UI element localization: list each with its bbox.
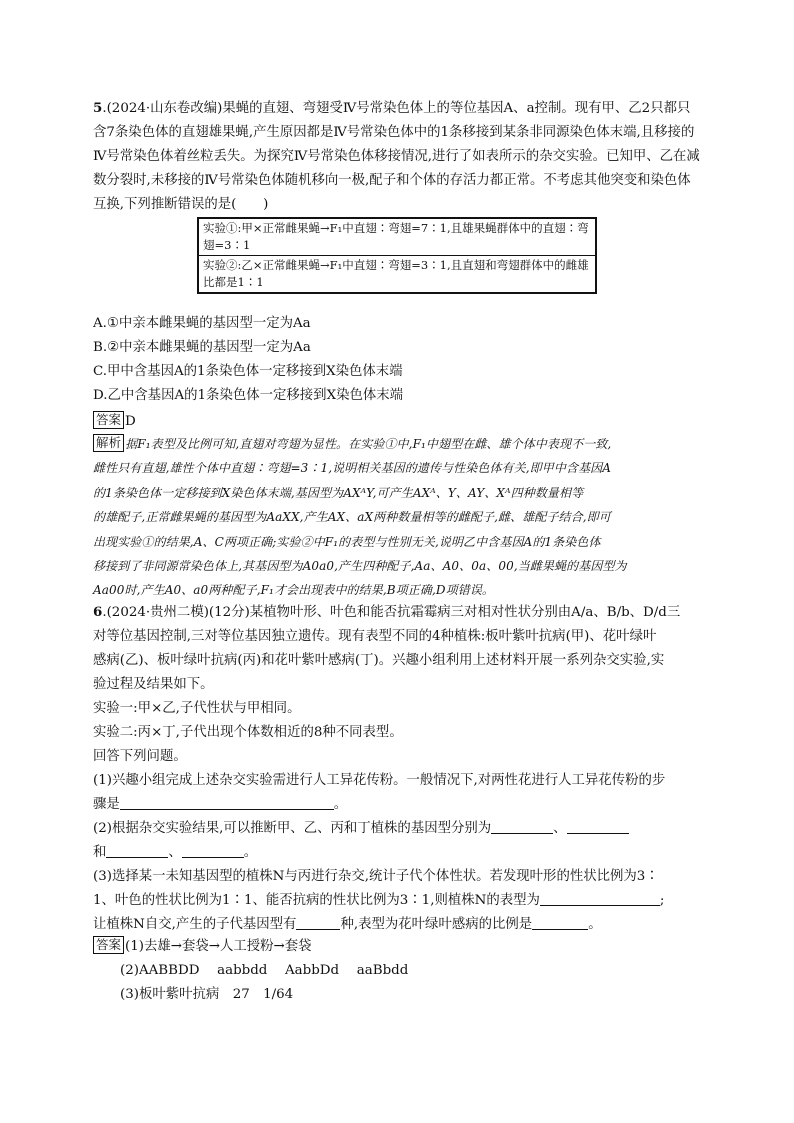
question-number: 6 [93, 604, 103, 620]
subquestion-1-cont: 骤是 [93, 797, 120, 812]
question-6-answer [93, 935, 703, 1007]
option-b: B.②中亲本雌果蝇的基因型一定为Aa [93, 340, 311, 355]
subquestion-1: (1)兴趣小组完成上述杂交实验需进行人工异花传粉。一般情况下,对两性花进行人工异花传粉的步 [93, 773, 666, 788]
question-5-analysis [93, 432, 703, 603]
question-5-options [93, 312, 703, 408]
answer-blank[interactable] [120, 795, 334, 810]
question-5 [93, 96, 703, 217]
analysis-line: 的1条染色体一定移接到X染色体末端,基因型为AXᴬY,可产生AXᴬ、Y、AY、Xᴬ四种数量相等 [93, 485, 584, 500]
answer-text: (3)板叶紫叶抗病 27 1/64 [120, 987, 294, 1002]
answer-blank[interactable] [491, 819, 553, 834]
analysis-line: 的雄配子,正常雌果蝇的基因型为AaXX,产生AX、aX两种数量相等的雌配子,雌、雄配子结合,即可 [93, 510, 611, 525]
table-row [198, 218, 596, 256]
analysis-line: Aa00时,产生A0、a0两种配子,F₁才会出现表中的结果,B项正确,D项错误。 [93, 583, 495, 598]
table-cell: 实验②:乙×正常雌果蝇→F₁中直翅∶弯翅=3∶1,且直翅和弯翅群体中的雌雄比都是1∶1 [198, 256, 596, 294]
answer-text: D [125, 414, 136, 429]
question-text: .(2024·贵州二模)(12分)某植物叶形、叶色和能否抗霜霉病三对相对性状分别由A/a、B/b、D/d三 [102, 605, 681, 620]
analysis-line: 雌性只有直翅,雄性个体中直翅∶弯翅=3∶1,说明相关基因的遗传与性染色体有关,即甲中含基因A [93, 461, 612, 476]
answer-badge: 答案 [93, 936, 124, 954]
subquestion-2: (2)根据杂交实验结果,可以推断甲、乙、丙和丁植株的基因型分别为 [93, 821, 492, 836]
option-c: C.甲中含基因A的1条染色体一定移接到X染色体末端 [93, 364, 403, 379]
subquestion-3-cont: 种,表型为花叶绿叶感病的比例是 [340, 917, 533, 932]
question-number: 5 [93, 100, 103, 116]
answer-badge: 答案 [93, 411, 124, 429]
answer-blank[interactable] [567, 819, 629, 834]
question-5-stem [93, 96, 703, 217]
answer-text: (2)AABBDD aabbdd AabbDd aaBbdd [120, 963, 409, 978]
answer-blank[interactable] [532, 915, 588, 930]
question-text: .(2024·山东卷改编)果蝇的直翅、弯翅受Ⅳ号常染色体上的等位基因A、a控制。现有甲、乙2只都只含7条染色体的直翅雄果蝇,产生原因都是Ⅳ号常染色体中的1条移接到某条非同源染色体末端,且移接的Ⅳ号常染色体着丝粒丢失。为探究Ⅳ号常染色体移接情况,进行了如表所示的杂交实验。已知甲、乙在减数分裂时,未移接的Ⅳ号常染色体随机移向一极,配子和个体的存活力都正常。不考虑其他突变和染色体互换,下列推断错误的是( ) [93, 101, 700, 212]
answer-text: (1)去雄→套袋→人工授粉→套袋 [125, 939, 312, 954]
answer-blank[interactable] [296, 915, 340, 930]
subquestion-3: (3)选择某一未知基因型的植株N与丙进行杂交,统计子代个体性状。若发现叶形的性状比例为3∶ [93, 869, 659, 884]
table-cell: 实验①:甲×正常雌果蝇→F₁中直翅∶弯翅=7∶1,且雄果蝇群体中的直翅∶弯翅=3∶1 [198, 218, 596, 256]
subquestion-3-cont: 1、叶色的性状比例为1∶1、能否抗病的性状比例为3∶1,则植株N的表型为 [93, 893, 540, 908]
experiment-table [197, 217, 597, 294]
experiment-2: 实验二:丙×丁,子代出现个体数相近的8种不同表型。 [93, 725, 403, 740]
subquestion-3-cont: 让植株N自交,产生的子代基因型有 [93, 917, 297, 932]
option-d: D.乙中含基因A的1条染色体一定移接到X染色体末端 [93, 388, 404, 403]
question-text: 验过程及结果如下。 [93, 677, 214, 692]
answer-blank[interactable] [182, 843, 244, 858]
answer-blank[interactable] [540, 891, 660, 906]
table-row [198, 256, 596, 294]
experiment-1: 实验一:甲×乙,子代性状与甲相同。 [93, 701, 301, 716]
analysis-line: 移接到了非同源常染色体上,其基因型为A0a0,产生四种配子,Aa、A0、0a、00,当雌果蝇的基因型为 [93, 559, 627, 574]
question-text: 对等位基因控制,三对等位基因独立遗传。现有表型不同的4种植株:板叶紫叶抗病(甲)、花叶绿叶 [93, 629, 657, 644]
answer-blank[interactable] [106, 843, 168, 858]
question-6: 6.(2024·贵州二模)(12分)某植物叶形、叶色和能否抗霜霉病三对相对性状分别由A/a、B/b、D/d三 对等位基因控制,三对等位基因独立遗传。现有表型不同的4种植株:板叶紫叶抗病(甲)、花叶绿叶 感病(乙)、板叶绿叶抗病(丙)和花叶紫叶感病(丁)。兴趣小组利用上述材料开展一系列杂交实验,实 验过程及结果如下。 实验一:甲×乙,子代性状与甲相同。 实验二:丙×丁,子代出现个体数相近的8种不同表型。 回答下列问题。 (1)兴趣小组完成上述杂交实验需进行人工异花传粉。一般情况下,对两性花进行人工异花传粉的步 骤是 。 (2)根据杂交实验结果,可以推断甲、乙、丙和丁植株的基因型分别为 、 和 、 。 (3)选择某一未知基因型的植株N与丙进行杂交,统计子代个体性状。若发现叶形的性状比例为3∶ 1、叶色的性状比例为1∶1、能否抗病的性状比例为3∶1,则植株N的表型为 ; 让植株N自交,产生的子代基因型有 种,表型为花叶绿叶感病的比例是 。 [93, 600, 703, 937]
subquestion-2-cont: 和 [93, 845, 107, 860]
question-text: 感病(乙)、板叶绿叶抗病(丙)和花叶紫叶感病(丁)。兴趣小组利用上述材料开展一系列杂交实验,实 [93, 653, 665, 668]
instruction: 回答下列问题。 [93, 749, 187, 764]
option-a: A.①中亲本雌果蝇的基因型一定为Aa [93, 316, 311, 331]
analysis-badge: 解析 [93, 434, 124, 452]
analysis-line: 据F₁表型及比例可知,直翅对弯翅为显性。在实验①中,F₁中翅型在雌、雄个体中表现不一致, [125, 437, 612, 451]
question-5-answer [93, 410, 703, 434]
analysis-line: 出现实验①的结果,A、C两项正确;实验②中F₁的表型与性别无关,说明乙中含基因A的1条染色体 [93, 534, 601, 549]
